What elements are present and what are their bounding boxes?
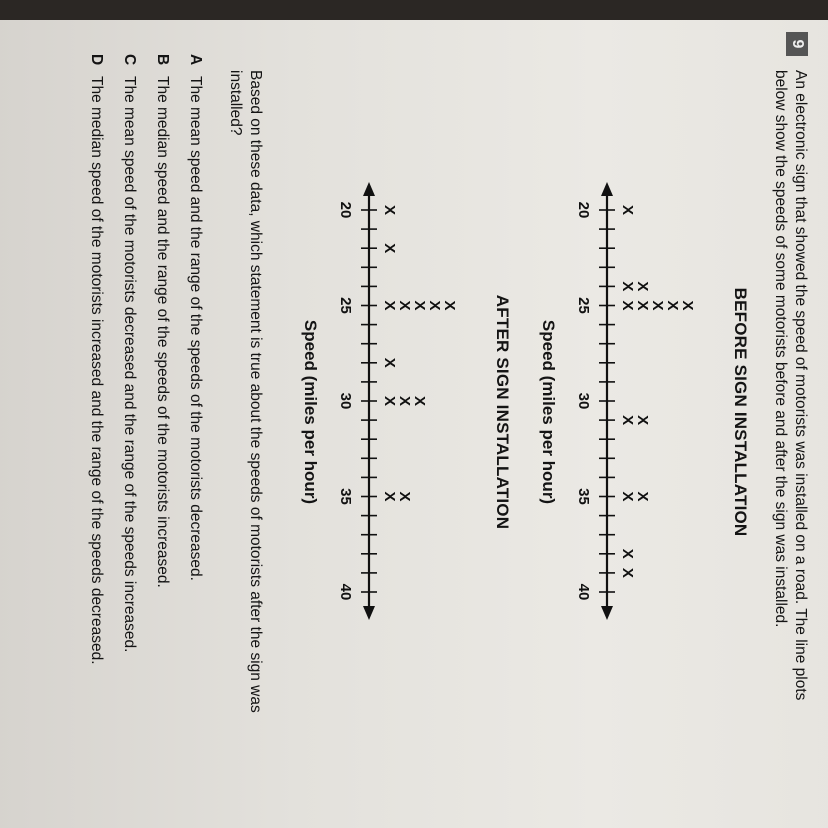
axis-title-before: Speed (miles per hour) bbox=[539, 319, 558, 505]
line-plot-after bbox=[322, 32, 487, 792]
choice-letter: C bbox=[121, 54, 138, 66]
axis-arrow-right bbox=[601, 606, 613, 620]
choice-text: The mean speed and the range of the speeds of the motorists decreased. bbox=[187, 76, 204, 581]
choice-text: The mean speed of the motorists decreased and the range of the speeds increased. bbox=[121, 76, 138, 653]
axis-arrow-left bbox=[363, 182, 375, 196]
rotated-worksheet-content bbox=[70, 32, 810, 792]
plot-x-mark: X bbox=[396, 491, 413, 502]
choice-c[interactable] bbox=[119, 54, 139, 774]
plot-x-mark: X bbox=[411, 395, 428, 407]
choice-letter: D bbox=[88, 54, 105, 66]
choice-letter: A bbox=[187, 54, 204, 66]
worksheet-paper bbox=[0, 20, 828, 828]
plot-x-mark: X bbox=[619, 204, 636, 216]
tick-label: 20 bbox=[575, 201, 592, 219]
plot-x-mark: X bbox=[381, 204, 398, 216]
choice-text: The median speed of the motorists increased and the range of the speeds decreased. bbox=[88, 76, 105, 665]
plot-x-mark: X bbox=[381, 300, 398, 311]
plot-x-mark: X bbox=[381, 395, 398, 407]
plot-x-mark: X bbox=[619, 491, 636, 502]
choice-b[interactable] bbox=[152, 54, 172, 774]
plot-x-mark: X bbox=[441, 300, 458, 311]
plot-x-mark: X bbox=[619, 548, 636, 559]
tick-label: 40 bbox=[337, 583, 354, 601]
tick-label: 30 bbox=[337, 392, 354, 410]
plot-title-after: AFTER SIGN INSTALLATION bbox=[493, 294, 512, 530]
choice-d[interactable] bbox=[86, 54, 106, 774]
plot-x-mark: X bbox=[649, 300, 666, 311]
answer-choices bbox=[73, 54, 205, 774]
tick-label: 40 bbox=[575, 583, 592, 601]
plot-title-before: BEFORE SIGN INSTALLATION bbox=[731, 287, 750, 537]
plot-x-mark: X bbox=[634, 491, 651, 502]
plot-x-mark: X bbox=[634, 300, 651, 311]
plot-x-mark: X bbox=[381, 491, 398, 502]
plot-x-mark: X bbox=[619, 300, 636, 311]
question-number-badge: 9 bbox=[786, 32, 808, 56]
plot-x-mark: X bbox=[411, 300, 428, 311]
tick-label: 25 bbox=[575, 297, 592, 314]
plot-x-mark: X bbox=[619, 567, 636, 578]
plot-x-mark: X bbox=[634, 415, 651, 426]
plot-x-mark: X bbox=[619, 281, 636, 292]
tick-label: 35 bbox=[575, 488, 592, 505]
question-intro: An electronic sign that showed the speed of motorists was installed on a road. The line plots below show the speeds of some motorists before and after the sign was installed. bbox=[772, 70, 809, 701]
plot-x-mark: X bbox=[664, 300, 681, 311]
tick-label: 25 bbox=[337, 297, 354, 314]
tick-label: 35 bbox=[337, 488, 354, 505]
plot-x-mark: X bbox=[396, 395, 413, 407]
plot-x-mark: X bbox=[381, 357, 398, 368]
plot-x-mark: X bbox=[381, 243, 398, 254]
tick-label: 20 bbox=[337, 201, 354, 219]
plot-x-mark: X bbox=[396, 300, 413, 311]
plot-x-mark: X bbox=[619, 415, 636, 426]
tick-label: 30 bbox=[575, 392, 592, 410]
plot-x-mark: X bbox=[679, 300, 696, 311]
line-plot-before bbox=[560, 32, 725, 792]
axis-title-after: Speed (miles per hour) bbox=[301, 319, 320, 505]
plot-x-mark: X bbox=[426, 300, 443, 311]
choice-a[interactable] bbox=[185, 54, 205, 774]
axis-arrow-left bbox=[601, 182, 613, 196]
choice-text: The median speed and the range of the speeds of the motorists increased. bbox=[154, 76, 171, 588]
choice-letter: B bbox=[154, 54, 171, 66]
axis-arrow-right bbox=[363, 606, 375, 620]
plot-x-mark: X bbox=[634, 281, 651, 292]
question-prompt: Based on these data, which statement is true about the speeds of motorists after the sign was installed? bbox=[227, 70, 264, 713]
